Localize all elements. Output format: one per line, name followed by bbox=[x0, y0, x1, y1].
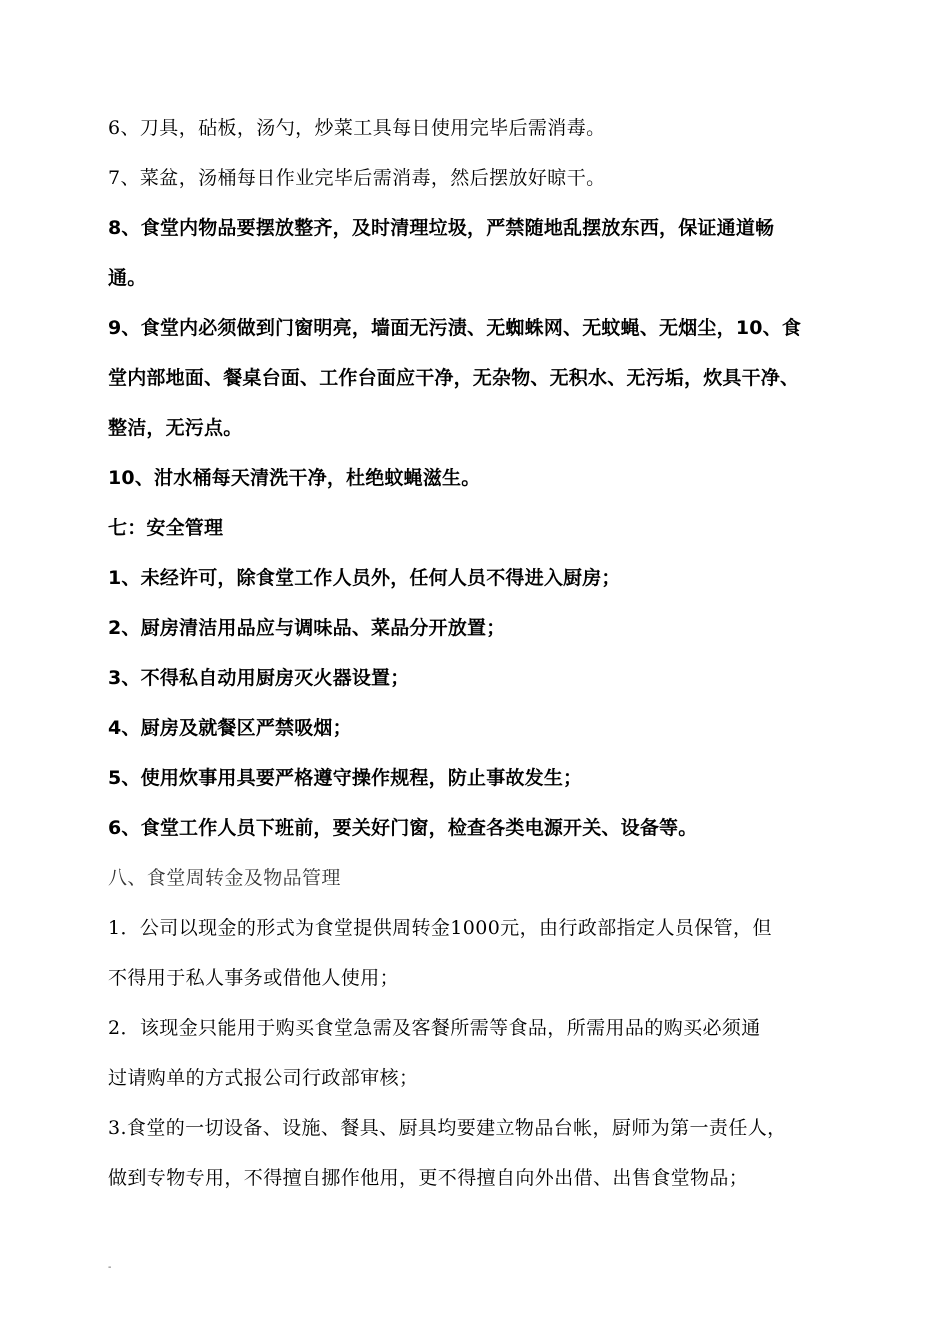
text-line-fund-2-cont: 过请购单的方式报公司行政部审核； bbox=[108, 1067, 419, 1089]
text-line-safety-2: 2、厨房清洁用品应与调味品、菜品分开放置； bbox=[108, 617, 506, 639]
text-line-safety-4: 4、厨房及就餐区严禁吸烟； bbox=[108, 717, 352, 739]
section-heading-safety: 七：安全管理 bbox=[108, 517, 224, 539]
text-line-fund-3: 3.食堂的一切设备、设施、餐具、厨具均要建立物品台帐，厨师为第一责任人， bbox=[108, 1117, 787, 1139]
footer-mark: - bbox=[108, 1262, 112, 1273]
text-line-safety-5: 5、使用炊事用具要严格遵守操作规程，防止事故发生； bbox=[108, 767, 583, 789]
text-line-fund-2: 2．该现金只能用于购买食堂急需及客餐所需等食品，所需用品的购买必须通 bbox=[108, 1017, 761, 1039]
text-line-item-9-end: 整洁，无污点。 bbox=[108, 417, 243, 439]
text-line-fund-1: 1．公司以现金的形式为食堂提供周转金1000元，由行政部指定人员保管，但 bbox=[108, 917, 772, 939]
text-line-fund-1-cont: 不得用于私人事务或借他人使用； bbox=[108, 967, 400, 989]
text-line-safety-1: 1、未经许可，除食堂工作人员外，任何人员不得进入厨房； bbox=[108, 567, 621, 589]
text-line-item-9-clean: 9、食堂内必须做到门窗明亮，墙面无污渍、无蜘蛛网、无蚊蝇、无烟尘，10、食 bbox=[108, 317, 802, 339]
text-line-item-8-tidy: 8、食堂内物品要摆放整齐，及时清理垃圾，严禁随地乱摆放东西，保证通道畅 bbox=[108, 217, 775, 239]
section-heading-fund: 八、食堂周转金及物品管理 bbox=[108, 867, 341, 889]
text-line-item-6-tools: 6、刀具，砧板，汤勺，炒菜工具每日使用完毕后需消毒。 bbox=[108, 117, 606, 139]
text-line-safety-3: 3、不得私自动用厨房灭火器设置； bbox=[108, 667, 410, 689]
text-line-item-7-basins: 7、菜盆，汤桶每日作业完毕后需消毒，然后摆放好晾干。 bbox=[108, 167, 606, 189]
text-line-item-10-swill: 10、泔水桶每天清洗干净，杜绝蚊蝇滋生。 bbox=[108, 467, 481, 489]
text-line-safety-6: 6、食堂工作人员下班前，要关好门窗，检查各类电源开关、设备等。 bbox=[108, 817, 698, 839]
text-line-item-8-cont: 通。 bbox=[108, 267, 147, 289]
text-line-item-9-cont: 堂内部地面、餐桌台面、工作台面应干净，无杂物、无积水、无污垢，炊具干净、 bbox=[108, 367, 800, 389]
text-line-fund-3-cont: 做到专物专用，不得擅自挪作他用，更不得擅自向外出借、出售食堂物品； bbox=[108, 1167, 749, 1189]
